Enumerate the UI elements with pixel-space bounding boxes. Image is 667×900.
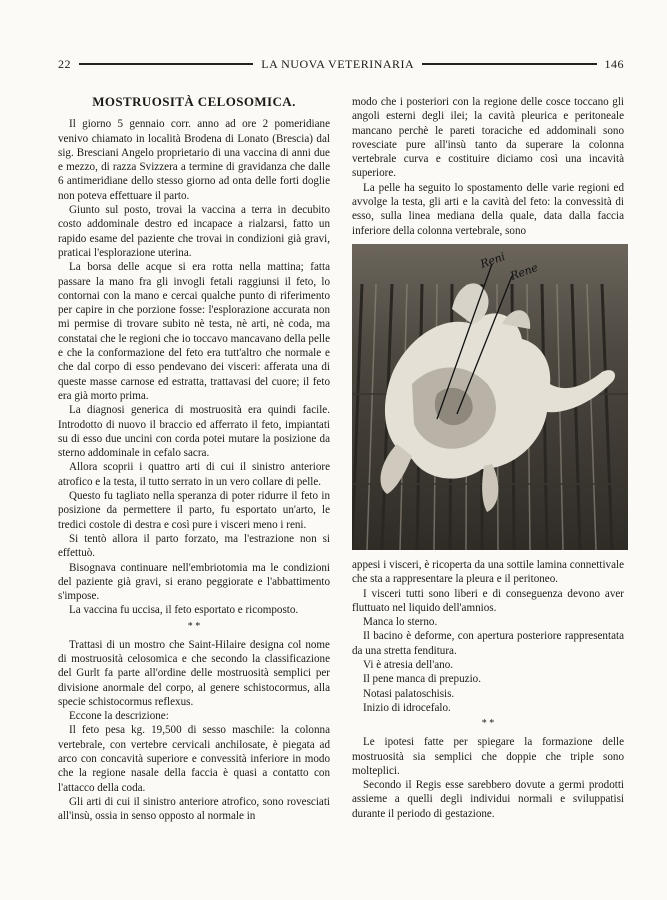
paragraph: Il giorno 5 gennaio corr. anno ad ore 2 pomeridiane venivo chiamato in località Brodena di Lonato (Brescia) dal sig. Bresciani Angelo proprietario di una vaccina di anni due e mezzo, di razza Svizzera a termine di gravidanza che dalle 6 antimeridiane dello stesso giorno ad onta delle forti doglie non poteva effettuare il parto. xyxy=(58,118,330,202)
page-number-left: 22 xyxy=(58,56,71,71)
paragraph: I visceri tutti sono liberi e di conseguenza devono aver fluttuato nel liquido dell'amnios. xyxy=(352,587,624,614)
paragraph: La pelle ha seguito lo spostamento delle varie regioni ed avvolge la testa, gli arti e la cavità del feto: la convessità di esso, sulla linea mediana della quale, data dalla faccia inferiore della colonna vertebrale, sono xyxy=(352,181,624,237)
paragraph: Questo fu tagliato nella speranza di poter ridurre il feto in posizione da permettere il parto, fu esportato un'arto, le tredici costole di destra e così pure i visceri meno i reni. xyxy=(58,490,330,531)
paragraph: Gli arti di cui il sinistro anteriore atrofico, sono rovesciati all'insù, ossia in senso opposto al normale in xyxy=(58,795,330,823)
paragraph: Il feto pesa kg. 19,500 di sesso maschile: la colonna vertebrale, con vertebre cervicali anchilosate, è piegata ad arco con concavità superiore e convessità inferiore in modo che la regione nasale della faccia è quasi a contatto con l'attacco della coda. xyxy=(58,724,330,794)
paragraph: Il bacino è deforme, con apertura posteriore rappresentata da una stretta fenditura. xyxy=(352,630,624,657)
paragraph: La vaccina fu uccisa, il feto esportato e ricomposto. xyxy=(69,604,299,617)
paragraph: La borsa delle acque si era rotta nella mattina; fatta passare la mano fra gli invogli fetali raggiunsi il feto, lo contornai con la mano e cercai qualche punto di riferimento per capire in che porzione fosse: l'esplorazione accurata non mi permise di trovare subito nè testa, nè arti, nè coda, ma constatai che le regioni che io toccavo mancavano della pelle e che la conformazione del feto era tutt'altro che normale e che dal corpo di esso pendevano dei visceri: afferata una di queste masse carnose ed estratta, trattavasi del cuore; il feto era già morto prima. xyxy=(58,261,330,402)
paragraph: Vi è atresia dell'ano. xyxy=(363,659,454,672)
paragraph: Il pene manca di prepuzio. xyxy=(363,673,481,686)
right-column-top xyxy=(352,95,624,238)
paragraph: Trattasi di un mostro che Saint-Hilaire designa col nome di mostruosità celosomica e che secondo la classificazione del Gurlt fa parte all'ordine delle mostruosità semplici per divisione anormale del corpo, al genere schistocormus, alla specie schistocormus reflexus. xyxy=(58,638,330,708)
paragraph: Eccone la descrizione: xyxy=(69,710,169,723)
figure-label-rene: Rene xyxy=(508,260,540,283)
paragraph: Allora scoprii i quattro arti di cui il sinistro anteriore atrofico e la testa, il tutto serrato in un vero collare di pelle. xyxy=(58,461,330,488)
paragraph: modo che i posteriori con la regione delle cosce toccano gli angoli esterni degli ilei; la cavità pleurica e peritoneale mancano perchè le pareti toraciche ed addominali sono rovesciate pure all'insù tanto da superare la colonna vertebrale curva e costituire diciamo così una incavità superiore. xyxy=(352,96,624,180)
paragraph: appesi i visceri, è ricoperta da una sottile lamina connettivale che sta a rappresentare la pleura e il peritoneo. xyxy=(352,559,624,586)
section-separator: * * xyxy=(187,620,201,632)
paragraph: La diagnosi generica di mostruosità era quindi facile. Introdotto di nuovo il braccio ed afferrato il feto, impiantati su di esso due uncini con corda potei mutare la posizione da sterno addominale in cefalo sacra. xyxy=(58,404,330,460)
paragraph: Notasi palatoschisis. xyxy=(363,687,455,700)
header-rule-right xyxy=(422,63,596,65)
paragraph: Le ipotesi fatte per spiegare la formazione delle mostruosità sia semplici che doppie che triple sono molteplici. xyxy=(352,736,624,777)
journal-title: LA NUOVA VETERINARIA xyxy=(261,56,415,71)
right-column-bottom xyxy=(352,558,624,821)
section-separator: * * xyxy=(481,718,495,730)
paragraph: Giunto sul posto, trovai la vaccina a terra in decubito costo addominale destro ed incapace a rialzarsi, fatto un rapido esame del paziente che trovai in condizioni già gravi, praticai l'esplorazione uterina. xyxy=(58,204,330,259)
page-number-right: 146 xyxy=(604,56,624,71)
paragraph: Inizio di idrocefalo. xyxy=(363,701,451,714)
paragraph: Si tentò allora il parto forzato, ma l'estrazione non si effettuò. xyxy=(58,532,330,560)
header-rule-left xyxy=(79,63,253,65)
paragraph: Bisognava continuare nell'embriotomia ma le condizioni del paziente già gravi, si erano peggiorate e l'abbattimento s'impose. xyxy=(58,561,330,603)
paragraph: Secondo il Regis esse sarebbero dovute a germi prodotti assieme a quelli degli individui normali e sviluppatisi durante il periodo di gestazione. xyxy=(352,779,624,820)
article-title: MOSTRUOSITÀ CELOSOMICA. xyxy=(92,94,296,109)
left-column xyxy=(58,95,330,824)
specimen-photograph xyxy=(352,244,628,550)
figure-label-reni: Reni xyxy=(478,249,507,271)
photo-illustration xyxy=(352,244,628,550)
page-header xyxy=(58,56,624,72)
paragraph: Manca lo sterno. xyxy=(363,616,438,629)
